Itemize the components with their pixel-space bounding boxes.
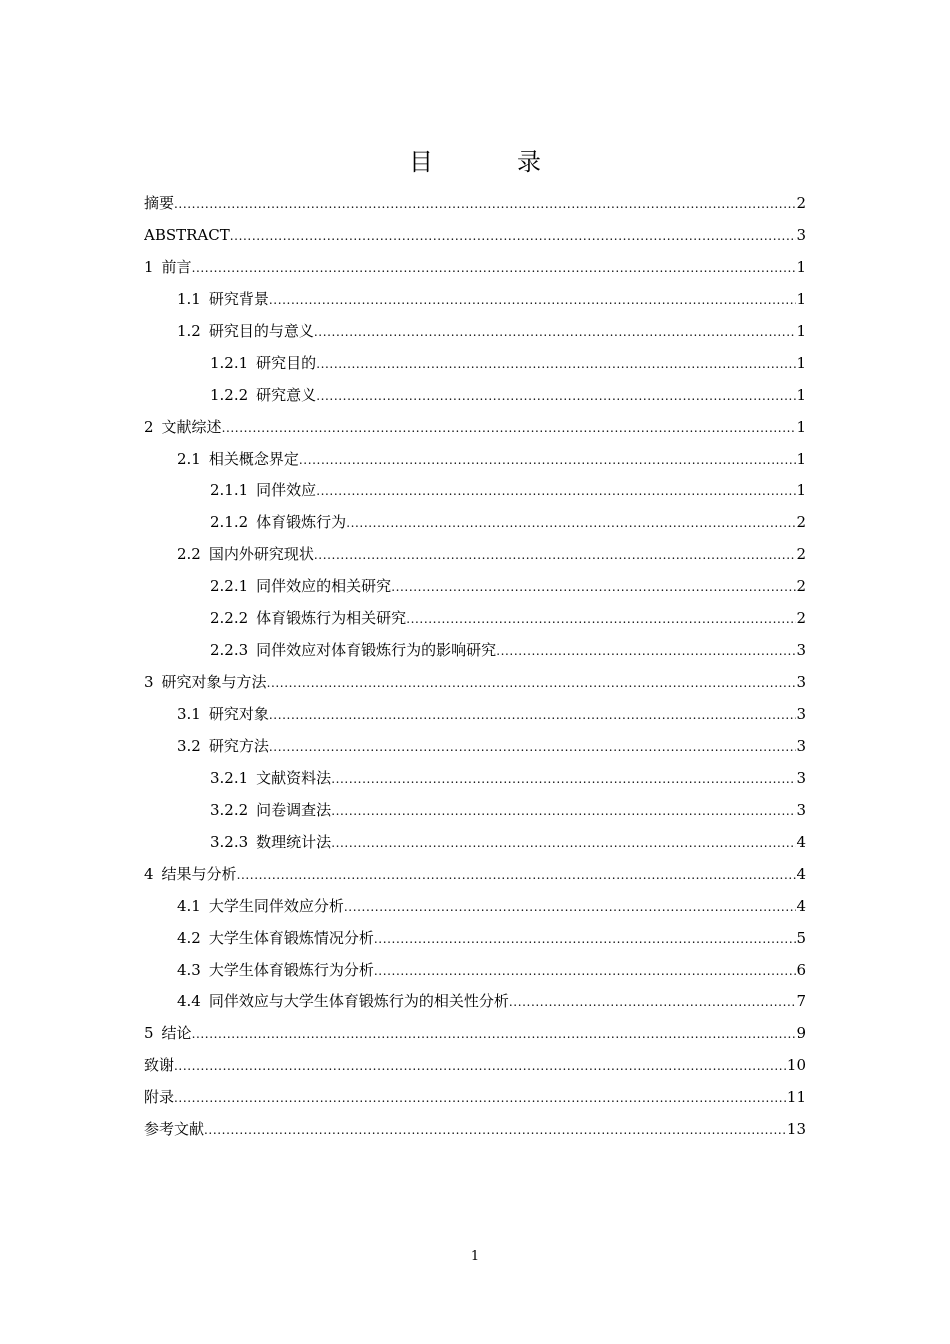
toc-entry-page: 7 (796, 992, 806, 1011)
toc-entry-page: 2 (796, 545, 806, 564)
toc-dot-leader (331, 796, 796, 827)
toc-entry[interactable] (144, 986, 806, 1018)
toc-entry-page: 3 (796, 641, 806, 660)
toc-entry-number: 3.2.2 (210, 800, 249, 819)
toc-entry-title: 文献综述 (161, 417, 222, 436)
toc-entry-page: 3 (796, 225, 806, 244)
toc-entry-title: 研究方法 (208, 736, 269, 755)
toc-entry-title: 研究目的 (256, 353, 317, 372)
toc-entry-title: 研究对象与方法 (161, 673, 267, 692)
toc-entry-title: 大学生体育锻炼行为分析 (208, 960, 374, 979)
toc-entry-title: 体育锻炼行为相关研究 (256, 609, 407, 628)
toc-entry[interactable] (144, 923, 806, 955)
toc-entry[interactable] (144, 475, 806, 507)
toc-entry-number: 4.1 (177, 896, 201, 915)
toc-entry-page: 1 (796, 353, 806, 372)
toc-entry[interactable] (144, 667, 806, 699)
toc-entry-page: 1 (796, 289, 806, 308)
toc-entry-title: 问卷调查法 (256, 800, 332, 819)
toc-entry-page: 2 (796, 609, 806, 628)
toc-entry-title: 摘要 (144, 194, 175, 212)
toc-entry-number: 2 (144, 417, 154, 436)
toc-entry-title: 数理统计法 (256, 832, 332, 851)
toc-dot-leader (374, 924, 797, 955)
toc-entry-page: 13 (786, 1120, 806, 1139)
toc-entry[interactable] (144, 699, 806, 731)
toc-entry[interactable] (144, 188, 806, 220)
toc-entry-title: 前言 (161, 257, 192, 276)
toc-entry-page: 11 (786, 1088, 806, 1107)
toc-entry[interactable] (144, 571, 806, 603)
toc-entry-page: 10 (786, 1056, 806, 1075)
toc-entry[interactable] (144, 1050, 806, 1082)
toc-entry-number: 1.2.2 (210, 385, 249, 404)
toc-dot-leader (316, 349, 796, 380)
toc-entry-title: 同伴效应对体育锻炼行为的影响研究 (256, 641, 497, 660)
toc-entry-page: 1 (796, 321, 806, 340)
toc-dot-leader (174, 189, 796, 220)
toc-entry-page: 4 (796, 896, 806, 915)
toc-dot-leader (406, 604, 796, 635)
toc-entry-title: 体育锻炼行为 (256, 513, 347, 532)
toc-entry-title: 研究意义 (256, 385, 317, 404)
toc-entry-number: 2.2 (177, 545, 201, 564)
toc-entry-title: 大学生同伴效应分析 (208, 896, 344, 915)
toc-entry-number: 2.2.2 (210, 609, 249, 628)
toc-entry-number: 2.1.1 (210, 481, 249, 500)
toc-entry-number: 3.2.3 (210, 832, 249, 851)
toc-dot-leader (237, 860, 797, 891)
toc-entry-page: 3 (796, 736, 806, 755)
toc-dot-leader (331, 828, 796, 859)
toc-entry-page: 1 (796, 385, 806, 404)
toc-dot-leader (192, 253, 797, 284)
toc-entry-page: 1 (796, 449, 806, 468)
toc-entry-page: 2 (796, 513, 806, 532)
toc-dot-leader (269, 700, 797, 731)
toc-dot-leader (269, 285, 797, 316)
toc-entry-title: 同伴效应与大学生体育锻炼行为的相关性分析 (208, 992, 509, 1011)
toc-entry[interactable] (144, 1082, 806, 1114)
toc-entry-page: 1 (796, 417, 806, 436)
toc-entry-page: 3 (796, 800, 806, 819)
toc-entry-title: 参考文献 (144, 1120, 205, 1139)
toc-entry-page: 2 (796, 194, 806, 212)
toc-entry-title: 大学生体育锻炼情况分析 (208, 928, 374, 947)
toc-dot-leader (230, 221, 797, 252)
toc-entry-title: 结论 (161, 1024, 192, 1043)
toc-entry-page: 1 (796, 481, 806, 500)
toc-dot-leader (314, 540, 797, 571)
toc-entry-title: 研究对象 (208, 705, 269, 723)
toc-entry-number: 3.2 (177, 736, 201, 755)
toc-entry-title: 相关概念界定 (208, 449, 299, 468)
toc-entry-page: 1 (796, 257, 806, 276)
toc-entry-title: ABSTRACT (144, 225, 230, 244)
page-number: 1 (470, 1249, 480, 1264)
table-of-contents (144, 188, 806, 1146)
toc-entry[interactable] (144, 859, 806, 891)
toc-entry-number: 3 (144, 673, 154, 692)
toc-entry-number: 2.2.1 (210, 577, 249, 596)
toc-entry[interactable] (144, 891, 806, 923)
toc-dot-leader (331, 764, 796, 795)
toc-entry-title: 同伴效应的相关研究 (256, 577, 392, 596)
toc-dot-leader (316, 476, 796, 507)
toc-dot-leader (316, 381, 796, 412)
toc-entry[interactable] (144, 763, 806, 795)
toc-entry-number: 2.2.3 (210, 641, 249, 660)
toc-entry[interactable] (144, 316, 806, 348)
toc-dot-leader (374, 956, 797, 987)
toc-entry[interactable] (144, 635, 806, 667)
toc-entry[interactable] (144, 380, 806, 412)
toc-entry-title: 国内外研究现状 (208, 545, 314, 564)
toc-entry-title: 附录 (144, 1088, 175, 1107)
toc-entry-number: 4.3 (177, 960, 201, 979)
toc-dot-leader (192, 1019, 797, 1050)
toc-dot-leader (222, 413, 797, 444)
toc-entry[interactable] (144, 284, 806, 316)
toc-entry[interactable] (144, 795, 806, 827)
toc-entry-page: 2 (796, 577, 806, 596)
toc-dot-leader (314, 317, 797, 348)
toc-entry[interactable] (144, 955, 806, 987)
toc-entry-number: 4.2 (177, 928, 201, 947)
toc-dot-leader (509, 987, 797, 1018)
toc-dot-leader (267, 668, 797, 699)
toc-dot-leader (174, 1083, 787, 1114)
toc-entry[interactable] (144, 252, 806, 284)
toc-dot-leader (204, 1115, 787, 1146)
toc-entry-number: 4.4 (177, 992, 201, 1011)
toc-dot-leader (174, 1051, 787, 1082)
toc-entry-title: 研究背景 (208, 289, 269, 308)
toc-entry-page: 5 (796, 928, 806, 947)
toc-entry-number: 3.2.1 (210, 768, 249, 787)
toc-dot-leader (496, 636, 796, 667)
toc-entry-number: 1 (144, 257, 154, 276)
toc-entry-number: 1.2 (177, 321, 201, 340)
toc-entry-title: 文献资料法 (256, 768, 332, 787)
toc-dot-leader (299, 445, 797, 476)
toc-entry[interactable] (144, 348, 806, 380)
toc-entry-number: 1.1 (177, 289, 201, 308)
toc-entry[interactable] (144, 731, 806, 763)
toc-title: 目 录 (409, 148, 571, 176)
toc-entry-page: 3 (796, 673, 806, 692)
toc-entry-number: 3.1 (177, 705, 201, 723)
toc-dot-leader (391, 572, 796, 603)
toc-entry[interactable] (144, 220, 806, 252)
toc-entry[interactable] (144, 539, 806, 571)
toc-entry-title: 结果与分析 (161, 864, 237, 883)
toc-dot-leader (346, 508, 796, 539)
toc-entry-number: 4 (144, 864, 154, 883)
toc-entry-number: 2.1 (177, 449, 201, 468)
toc-dot-leader (344, 892, 797, 923)
toc-entry[interactable] (144, 412, 806, 444)
toc-entry[interactable] (144, 507, 806, 539)
toc-entry-page: 9 (796, 1024, 806, 1043)
toc-entry-page: 4 (796, 832, 806, 851)
toc-entry-title: 同伴效应 (256, 481, 317, 500)
toc-entry[interactable] (144, 827, 806, 859)
toc-entry-page: 4 (796, 864, 806, 883)
toc-entry-title: 致谢 (144, 1056, 175, 1075)
toc-entry[interactable] (144, 603, 806, 635)
toc-entry-number: 5 (144, 1024, 154, 1043)
toc-entry-page: 3 (796, 705, 806, 723)
toc-entry-page: 3 (796, 768, 806, 787)
toc-entry-number: 1.2.1 (210, 353, 249, 372)
toc-entry-page: 6 (796, 960, 806, 979)
toc-entry[interactable] (144, 1018, 806, 1050)
toc-dot-leader (269, 732, 797, 763)
toc-entry-number: 2.1.2 (210, 513, 249, 532)
toc-entry[interactable] (144, 444, 806, 476)
toc-entry-title: 研究目的与意义 (208, 321, 314, 340)
toc-entry[interactable] (144, 1114, 806, 1146)
